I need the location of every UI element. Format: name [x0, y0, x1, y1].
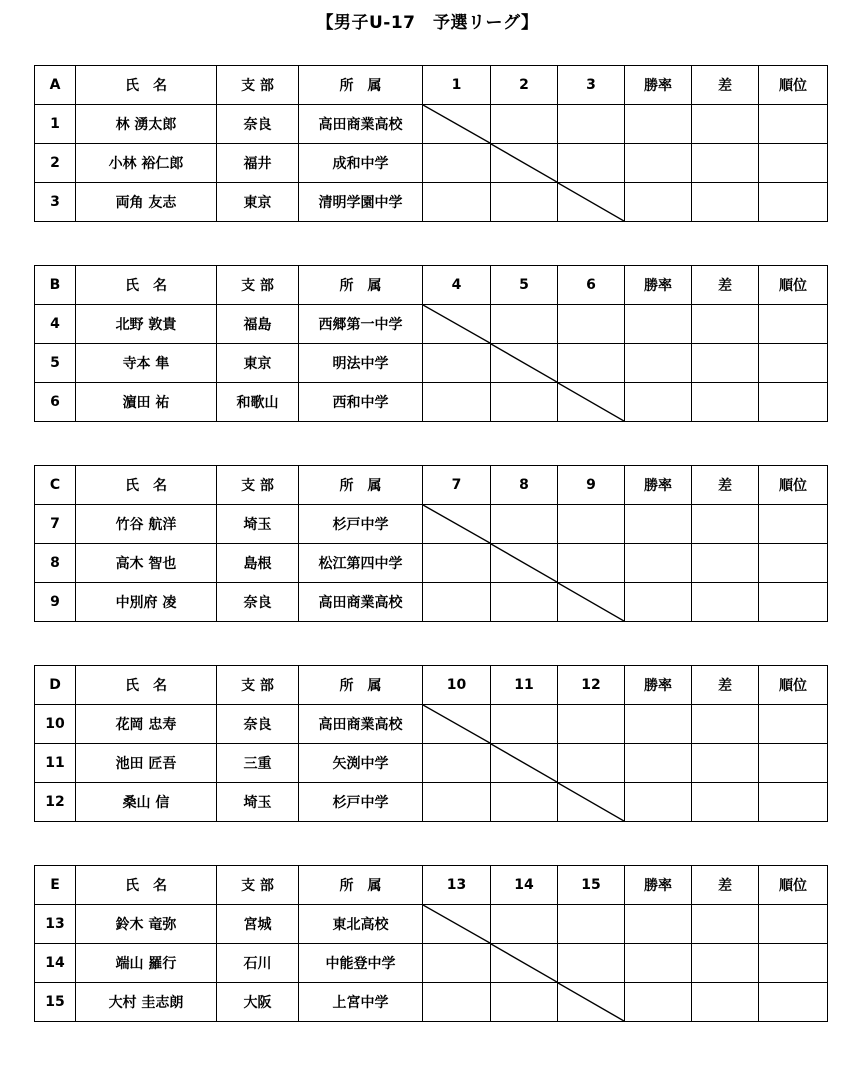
- match-result-cell: [558, 705, 625, 744]
- player-name: 両角 友志: [76, 183, 217, 222]
- player-name: 濵田 祐: [76, 383, 217, 422]
- win-rate-cell: [625, 944, 692, 983]
- diagonal-cell: [423, 505, 491, 544]
- win-rate-cell: [625, 505, 692, 544]
- column-header-match: 1: [423, 66, 491, 105]
- player-affiliation: 松江第四中学: [299, 544, 423, 583]
- player-branch: 福井: [217, 144, 299, 183]
- group-table-a: [34, 65, 828, 222]
- player-name: 寺本 隼: [76, 344, 217, 383]
- diagonal-line: [558, 183, 624, 221]
- player-name: 北野 敦貴: [76, 305, 217, 344]
- diff-cell: [692, 383, 759, 422]
- column-header-affiliation: 所 属: [299, 66, 423, 105]
- group-table-d: [34, 665, 828, 822]
- match-result-cell: [491, 305, 558, 344]
- match-result-cell: [558, 105, 625, 144]
- match-result-cell: [423, 583, 491, 622]
- diagonal-line: [423, 905, 490, 943]
- column-header-diff: 差: [692, 66, 759, 105]
- player-affiliation: 成和中学: [299, 144, 423, 183]
- diff-cell: [692, 905, 759, 944]
- diff-cell: [692, 705, 759, 744]
- diagonal-cell: [423, 705, 491, 744]
- rank-cell: [759, 383, 828, 422]
- player-number: 8: [35, 544, 76, 583]
- column-header-win-rate: 勝率: [625, 266, 692, 305]
- player-number: 7: [35, 505, 76, 544]
- win-rate-cell: [625, 983, 692, 1022]
- column-header-rank: 順位: [759, 66, 828, 105]
- player-number: 5: [35, 344, 76, 383]
- diagonal-line: [558, 983, 624, 1021]
- player-branch: 奈良: [217, 705, 299, 744]
- match-result-cell: [558, 144, 625, 183]
- group-label: D: [35, 666, 76, 705]
- player-name: 端山 羅行: [76, 944, 217, 983]
- group-table-e: [34, 865, 828, 1022]
- match-result-cell: [558, 505, 625, 544]
- group-label: C: [35, 466, 76, 505]
- rank-cell: [759, 905, 828, 944]
- match-result-cell: [423, 344, 491, 383]
- diagonal-cell: [423, 105, 491, 144]
- rank-cell: [759, 183, 828, 222]
- win-rate-cell: [625, 144, 692, 183]
- player-affiliation: 高田商業高校: [299, 583, 423, 622]
- player-number: 6: [35, 383, 76, 422]
- match-result-cell: [558, 544, 625, 583]
- diagonal-line: [558, 383, 624, 421]
- column-header-branch: 支 部: [217, 866, 299, 905]
- match-result-cell: [423, 944, 491, 983]
- player-branch: 奈良: [217, 105, 299, 144]
- player-affiliation: 中能登中学: [299, 944, 423, 983]
- column-header-match: 14: [491, 866, 558, 905]
- column-header-match: 15: [558, 866, 625, 905]
- diagonal-cell: [558, 383, 625, 422]
- column-header-match: 12: [558, 666, 625, 705]
- diff-cell: [692, 183, 759, 222]
- header-row: [35, 66, 828, 105]
- column-header-name: 氏 名: [76, 266, 217, 305]
- diagonal-cell: [558, 983, 625, 1022]
- player-name: 小林 裕仁郎: [76, 144, 217, 183]
- diff-cell: [692, 983, 759, 1022]
- player-row: [35, 983, 828, 1022]
- player-affiliation: 矢渕中学: [299, 744, 423, 783]
- rank-cell: [759, 505, 828, 544]
- column-header-rank: 順位: [759, 266, 828, 305]
- match-result-cell: [491, 983, 558, 1022]
- column-header-affiliation: 所 属: [299, 266, 423, 305]
- column-header-diff: 差: [692, 666, 759, 705]
- player-branch: 奈良: [217, 583, 299, 622]
- player-branch: 宮城: [217, 905, 299, 944]
- diagonal-cell: [558, 783, 625, 822]
- player-number: 4: [35, 305, 76, 344]
- rank-cell: [759, 983, 828, 1022]
- match-result-cell: [491, 505, 558, 544]
- column-header-match: 6: [558, 266, 625, 305]
- match-result-cell: [423, 544, 491, 583]
- match-result-cell: [423, 783, 491, 822]
- group-label: A: [35, 66, 76, 105]
- column-header-match: 10: [423, 666, 491, 705]
- rank-cell: [759, 344, 828, 383]
- match-result-cell: [423, 144, 491, 183]
- diagonal-line: [423, 305, 490, 343]
- match-result-cell: [423, 983, 491, 1022]
- win-rate-cell: [625, 383, 692, 422]
- diagonal-line: [491, 144, 557, 182]
- win-rate-cell: [625, 905, 692, 944]
- match-result-cell: [491, 183, 558, 222]
- win-rate-cell: [625, 544, 692, 583]
- player-name: 桑山 信: [76, 783, 217, 822]
- column-header-win-rate: 勝率: [625, 66, 692, 105]
- rank-cell: [759, 305, 828, 344]
- player-name: 大村 圭志朗: [76, 983, 217, 1022]
- player-row: [35, 344, 828, 383]
- rank-cell: [759, 944, 828, 983]
- win-rate-cell: [625, 305, 692, 344]
- column-header-match: 9: [558, 466, 625, 505]
- column-header-win-rate: 勝率: [625, 866, 692, 905]
- player-branch: 三重: [217, 744, 299, 783]
- player-name: 林 湧太郎: [76, 105, 217, 144]
- player-affiliation: 清明学園中学: [299, 183, 423, 222]
- win-rate-cell: [625, 583, 692, 622]
- win-rate-cell: [625, 744, 692, 783]
- player-name: 池田 匠吾: [76, 744, 217, 783]
- column-header-match: 5: [491, 266, 558, 305]
- match-result-cell: [491, 105, 558, 144]
- match-result-cell: [558, 944, 625, 983]
- player-number: 15: [35, 983, 76, 1022]
- match-result-cell: [558, 305, 625, 344]
- column-header-match: 7: [423, 466, 491, 505]
- column-header-branch: 支 部: [217, 66, 299, 105]
- header-row: [35, 866, 828, 905]
- player-row: [35, 383, 828, 422]
- diff-cell: [692, 744, 759, 783]
- match-result-cell: [423, 744, 491, 783]
- diff-cell: [692, 505, 759, 544]
- player-branch: 福島: [217, 305, 299, 344]
- page-title: 【男子U-17 予選リーグ】: [316, 13, 539, 33]
- diagonal-cell: [423, 905, 491, 944]
- column-header-rank: 順位: [759, 866, 828, 905]
- rank-cell: [759, 583, 828, 622]
- diff-cell: [692, 783, 759, 822]
- header-row: [35, 666, 828, 705]
- group-label: E: [35, 866, 76, 905]
- diagonal-line: [558, 783, 624, 821]
- diff-cell: [692, 583, 759, 622]
- player-branch: 和歌山: [217, 383, 299, 422]
- player-number: 14: [35, 944, 76, 983]
- player-number: 11: [35, 744, 76, 783]
- column-header-win-rate: 勝率: [625, 666, 692, 705]
- player-row: [35, 944, 828, 983]
- player-row: [35, 105, 828, 144]
- rank-cell: [759, 705, 828, 744]
- diff-cell: [692, 305, 759, 344]
- player-row: [35, 583, 828, 622]
- player-row: [35, 144, 828, 183]
- diagonal-cell: [491, 544, 558, 583]
- column-header-name: 氏 名: [76, 66, 217, 105]
- diagonal-line: [491, 744, 557, 782]
- player-affiliation: 西郷第一中学: [299, 305, 423, 344]
- player-branch: 島根: [217, 544, 299, 583]
- player-number: 9: [35, 583, 76, 622]
- column-header-match: 11: [491, 666, 558, 705]
- player-row: [35, 505, 828, 544]
- player-name: 高木 智也: [76, 544, 217, 583]
- diagonal-cell: [491, 344, 558, 383]
- diagonal-cell: [491, 944, 558, 983]
- player-affiliation: 杉戸中学: [299, 505, 423, 544]
- player-affiliation: 高田商業高校: [299, 105, 423, 144]
- diagonal-line: [491, 344, 557, 382]
- column-header-match: 2: [491, 66, 558, 105]
- match-result-cell: [423, 383, 491, 422]
- player-row: [35, 183, 828, 222]
- diagonal-cell: [491, 144, 558, 183]
- win-rate-cell: [625, 105, 692, 144]
- group-table-c: [34, 465, 828, 622]
- player-row: [35, 905, 828, 944]
- match-result-cell: [423, 183, 491, 222]
- column-header-affiliation: 所 属: [299, 866, 423, 905]
- rank-cell: [759, 744, 828, 783]
- player-affiliation: 東北高校: [299, 905, 423, 944]
- diff-cell: [692, 944, 759, 983]
- player-branch: 石川: [217, 944, 299, 983]
- column-header-name: 氏 名: [76, 666, 217, 705]
- diff-cell: [692, 144, 759, 183]
- diff-cell: [692, 344, 759, 383]
- player-row: [35, 744, 828, 783]
- win-rate-cell: [625, 183, 692, 222]
- player-row: [35, 783, 828, 822]
- player-number: 1: [35, 105, 76, 144]
- column-header-rank: 順位: [759, 466, 828, 505]
- diagonal-cell: [423, 305, 491, 344]
- column-header-rank: 順位: [759, 666, 828, 705]
- player-number: 13: [35, 905, 76, 944]
- player-name: 竹谷 航洋: [76, 505, 217, 544]
- header-row: [35, 466, 828, 505]
- diagonal-line: [423, 705, 490, 743]
- player-branch: 埼玉: [217, 783, 299, 822]
- player-row: [35, 305, 828, 344]
- group-table-b: [34, 265, 828, 422]
- match-result-cell: [558, 344, 625, 383]
- column-header-diff: 差: [692, 266, 759, 305]
- column-header-branch: 支 部: [217, 266, 299, 305]
- match-result-cell: [491, 905, 558, 944]
- column-header-name: 氏 名: [76, 466, 217, 505]
- column-header-name: 氏 名: [76, 866, 217, 905]
- player-number: 3: [35, 183, 76, 222]
- player-affiliation: 高田商業高校: [299, 705, 423, 744]
- rank-cell: [759, 544, 828, 583]
- column-header-match: 4: [423, 266, 491, 305]
- win-rate-cell: [625, 344, 692, 383]
- player-branch: 東京: [217, 183, 299, 222]
- player-name: 鈴木 竜弥: [76, 905, 217, 944]
- group-label: B: [35, 266, 76, 305]
- column-header-match: 13: [423, 866, 491, 905]
- column-header-branch: 支 部: [217, 466, 299, 505]
- player-affiliation: 西和中学: [299, 383, 423, 422]
- diagonal-cell: [558, 583, 625, 622]
- diagonal-line: [491, 544, 557, 582]
- diagonal-line: [423, 105, 490, 143]
- column-header-match: 8: [491, 466, 558, 505]
- rank-cell: [759, 105, 828, 144]
- column-header-match: 3: [558, 66, 625, 105]
- match-result-cell: [491, 383, 558, 422]
- diff-cell: [692, 544, 759, 583]
- player-affiliation: 明法中学: [299, 344, 423, 383]
- match-result-cell: [558, 744, 625, 783]
- diagonal-line: [558, 583, 624, 621]
- diagonal-line: [491, 944, 557, 982]
- player-name: 花岡 忠寿: [76, 705, 217, 744]
- diagonal-cell: [558, 183, 625, 222]
- header-row: [35, 266, 828, 305]
- player-row: [35, 705, 828, 744]
- match-result-cell: [491, 583, 558, 622]
- diagonal-line: [423, 505, 490, 543]
- player-row: [35, 544, 828, 583]
- player-number: 10: [35, 705, 76, 744]
- column-header-diff: 差: [692, 466, 759, 505]
- player-branch: 東京: [217, 344, 299, 383]
- match-result-cell: [491, 705, 558, 744]
- player-affiliation: 上宮中学: [299, 983, 423, 1022]
- column-header-affiliation: 所 属: [299, 466, 423, 505]
- column-header-branch: 支 部: [217, 666, 299, 705]
- diff-cell: [692, 105, 759, 144]
- column-header-win-rate: 勝率: [625, 466, 692, 505]
- column-header-diff: 差: [692, 866, 759, 905]
- diagonal-cell: [491, 744, 558, 783]
- column-header-affiliation: 所 属: [299, 666, 423, 705]
- player-number: 12: [35, 783, 76, 822]
- win-rate-cell: [625, 783, 692, 822]
- rank-cell: [759, 144, 828, 183]
- player-name: 中別府 凌: [76, 583, 217, 622]
- win-rate-cell: [625, 705, 692, 744]
- player-branch: 埼玉: [217, 505, 299, 544]
- match-result-cell: [491, 783, 558, 822]
- player-affiliation: 杉戸中学: [299, 783, 423, 822]
- player-branch: 大阪: [217, 983, 299, 1022]
- match-result-cell: [558, 905, 625, 944]
- rank-cell: [759, 783, 828, 822]
- player-number: 2: [35, 144, 76, 183]
